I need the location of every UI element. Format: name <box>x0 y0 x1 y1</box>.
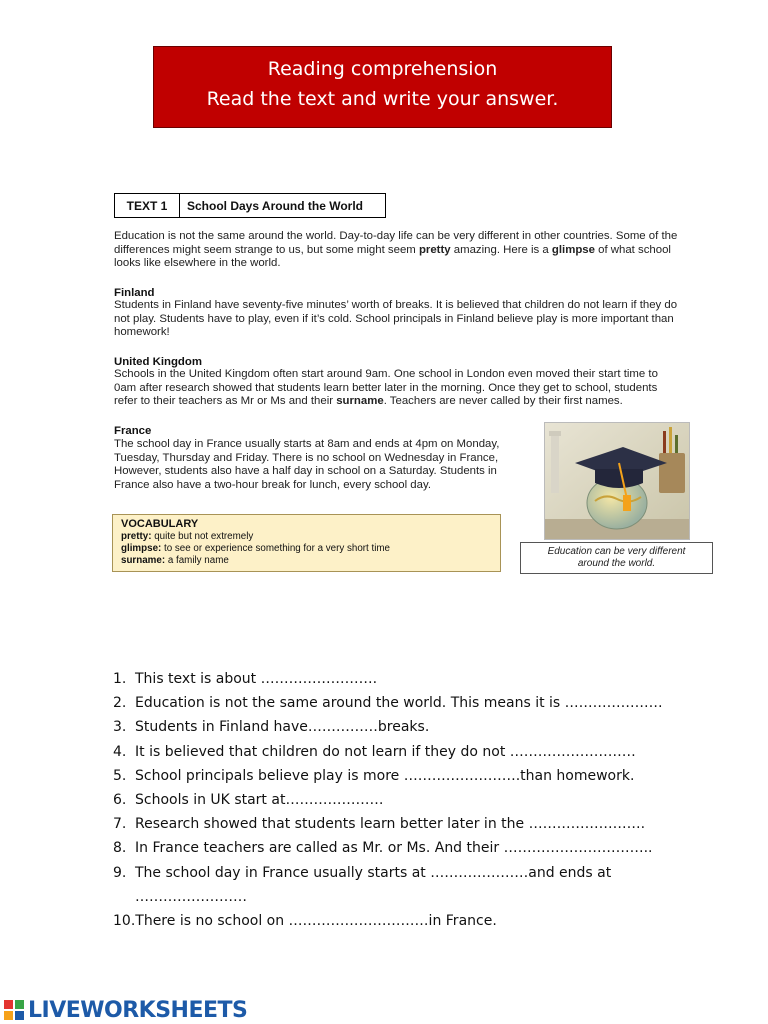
uk-line: Schools in the United Kingdom often start around 9am. One school in London even moved their start time to <box>114 368 658 380</box>
question-item <box>113 861 713 885</box>
graduation-cap-photo <box>544 422 690 540</box>
vocabulary-word: pretty: <box>121 531 152 542</box>
uk-paragraph <box>114 368 658 409</box>
finland-line: not play. Students have to play, even if it’s cold. School principals in Finland believe play is more important than <box>114 312 674 325</box>
liveworksheets-logo-icon <box>3 999 25 1021</box>
question-item <box>113 836 713 860</box>
graduation-cap-illustration <box>545 423 690 540</box>
question-text: In France teachers are called as Mr. or Ms. And their ………………………….. <box>135 840 653 857</box>
vocabulary-item <box>121 543 492 555</box>
text-label-box <box>114 193 386 218</box>
vocabulary-definition: a family name <box>165 555 229 566</box>
question-text: It is believed that children do not learn if they do not ……………………… <box>135 743 636 760</box>
question-number: 8. <box>113 840 127 857</box>
question-number: 6. <box>113 792 127 809</box>
question-text: Research showed that students learn better later in the ……………………. <box>135 816 646 833</box>
intro-line: looks like elsewhere in the world. <box>114 257 281 270</box>
uk-text: . Teachers are never called by their first names. <box>383 395 623 408</box>
question-text: This text is about ……………………. <box>135 671 378 688</box>
vocabulary-item <box>121 555 492 567</box>
vocab-word-pretty: pretty <box>418 243 451 256</box>
france-line: France also have a two-hour break for lunch, every school day. <box>114 478 431 491</box>
france-heading: France <box>114 425 152 437</box>
question-number: 7. <box>113 816 127 833</box>
uk-line: 0am after research showed that students learn better later in the morning. Once they get to school, students <box>114 381 658 394</box>
vocab-word-surname: surname <box>336 395 384 408</box>
banner-title: Reading comprehension <box>267 58 498 80</box>
question-text: Education is not the same around the world. This means it is ………………… <box>135 695 663 712</box>
question-number: 2. <box>113 695 127 712</box>
question-item <box>113 715 713 739</box>
text-title: School Days Around the World <box>187 198 364 213</box>
finland-paragraph <box>114 299 677 340</box>
vocabulary-title: VOCABULARY <box>121 518 199 530</box>
vocabulary-word: glimpse: <box>121 543 162 554</box>
question-text: There is no school on …………………………in France. <box>135 912 497 929</box>
question-number: 10. <box>113 912 136 929</box>
image-caption <box>520 542 713 574</box>
uk-line <box>114 395 658 409</box>
finland-line: homework! <box>114 326 170 339</box>
intro-line: Education is not the same around the world. Day-to-day life can be very different in other countries. Some of the <box>114 230 678 242</box>
question-number: 3. <box>113 719 127 736</box>
question-number: 4. <box>113 743 127 760</box>
france-line: Tuesday, Thursday and Friday. There is no school on Wednesday in France, <box>114 451 499 464</box>
vocab-word-glimpse: glimpse <box>551 243 595 256</box>
intro-line <box>114 244 677 258</box>
caption-line: around the world. <box>577 558 656 569</box>
intro-text: differences might seem strange to us, but some might seem <box>114 243 419 256</box>
liveworksheets-logo <box>3 995 247 1024</box>
question-number: 1. <box>113 671 127 688</box>
banner-instruction: Read the text and write your answer. <box>206 88 559 110</box>
title-banner <box>153 46 612 128</box>
question-text: Schools in UK start at………………… <box>135 792 384 809</box>
uk-text: refer to their teachers as Mr or Ms and their <box>114 395 337 408</box>
vocabulary-box <box>112 514 501 572</box>
text-number: TEXT 1 <box>115 194 180 217</box>
question-text: Students in Finland have……………breaks. <box>135 719 430 736</box>
vocabulary-word: surname: <box>121 555 166 566</box>
intro-paragraph <box>114 230 677 271</box>
intro-text: of what school <box>594 243 671 256</box>
finland-line: Students in Finland have seventy-five minutes’ worth of breaks. It is believed that children do not learn if they do <box>114 299 678 311</box>
question-item <box>113 691 713 715</box>
caption-line: Education can be very different <box>547 546 686 557</box>
question-text: The school day in France usually starts at …………………and ends at <box>135 864 612 881</box>
question-number: 5. <box>113 767 127 784</box>
question-item <box>113 909 713 933</box>
question-continuation <box>113 885 713 909</box>
france-paragraph <box>114 438 499 492</box>
question-item <box>113 667 713 691</box>
liveworksheets-brand: LIVEWORKSHEETS <box>28 997 248 1023</box>
question-item <box>113 740 713 764</box>
vocabulary-item <box>121 531 492 543</box>
question-text: School principals believe play is more …………………….than homework. <box>135 767 635 784</box>
intro-text: amazing. Here is a <box>450 243 552 256</box>
question-item <box>113 788 713 812</box>
question-item <box>113 764 713 788</box>
vocabulary-definition: quite but not extremely <box>151 531 254 542</box>
uk-heading: United Kingdom <box>114 356 202 368</box>
france-line: The school day in France usually starts at 8am and ends at 4pm on Monday, <box>114 438 500 450</box>
question-list <box>113 667 713 933</box>
question-number: 9. <box>113 864 127 881</box>
france-line: However, students also have a half day in school on a Saturday. Students in <box>114 465 497 478</box>
finland-heading: Finland <box>114 287 155 299</box>
vocabulary-definition: to see or experience something for a very short time <box>161 543 390 554</box>
answer-blank: …………………… <box>135 888 247 905</box>
question-item <box>113 812 713 836</box>
